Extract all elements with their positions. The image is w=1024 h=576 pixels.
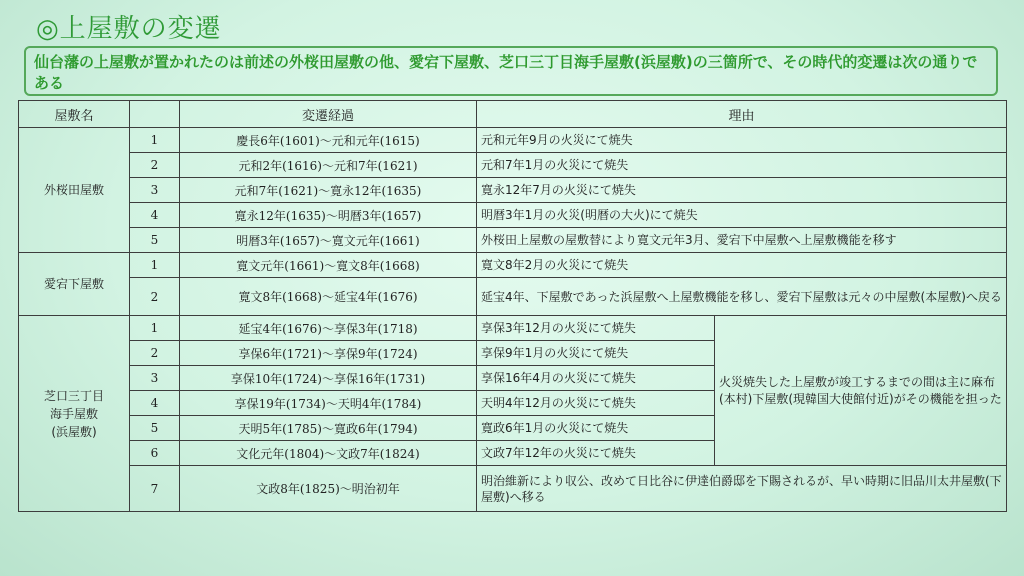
period-cell: 明暦3年(1657)～寛文元年(1661) — [180, 228, 477, 253]
header-name: 屋敷名 — [19, 101, 130, 128]
residence-name-line: 芝口三丁目 — [43, 388, 104, 403]
note-cell: 火災焼失した上屋敷が竣工するまでの間は主に麻布(本村)下屋敷(現韓国大使館付近)がその機能を担った — [715, 316, 1007, 466]
reason-cell: 寛政6年1月の火災にて焼失 — [477, 416, 715, 441]
row-number: 4 — [130, 391, 180, 416]
row-number: 3 — [130, 178, 180, 203]
period-cell: 享保6年(1721)～享保9年(1724) — [180, 341, 477, 366]
table-row — [19, 153, 1007, 178]
period-cell: 元和7年(1621)～寛永12年(1635) — [180, 178, 477, 203]
row-number: 2 — [130, 278, 180, 316]
table-row — [19, 228, 1007, 253]
reason-cell: 寛永12年7月の火災にて焼失 — [477, 178, 1007, 203]
residence-name — [19, 316, 130, 512]
table-row — [19, 466, 1007, 512]
residence-name-line: 海手屋敷 — [49, 406, 98, 421]
row-number: 3 — [130, 366, 180, 391]
header-period: 変遷経過 — [180, 101, 477, 128]
period-cell: 慶長6年(1601)～元和元年(1615) — [180, 128, 477, 153]
reason-cell: 元和元年9月の火災にて焼失 — [477, 128, 1007, 153]
reason-cell: 明治維新により収公、改めて日比谷に伊達伯爵邸を下賜されるが、早い時期に旧品川太井屋敷(下屋敷)へ移る — [477, 466, 1007, 512]
page-title: ◎上屋敷の変遷 — [36, 14, 222, 44]
table-row — [19, 203, 1007, 228]
period-cell: 享保10年(1724)～享保16年(1731) — [180, 366, 477, 391]
reason-cell: 享保3年12月の火災にて焼失 — [477, 316, 715, 341]
reason-cell: 外桜田上屋敷の屋敷替により寛文元年3月、愛宕下中屋敷へ上屋敷機能を移す — [477, 228, 1007, 253]
header-no — [130, 101, 180, 128]
reason-cell: 延宝4年、下屋敷であった浜屋敷へ上屋敷機能を移し、愛宕下屋敷は元々の中屋敷(本屋敷)へ戻る — [477, 278, 1007, 316]
row-number: 7 — [130, 466, 180, 512]
period-cell: 寛永12年(1635)～明暦3年(1657) — [180, 203, 477, 228]
reason-cell: 元和7年1月の火災にて焼失 — [477, 153, 1007, 178]
residence-name-line: (浜屋敷) — [51, 424, 97, 439]
table-row — [19, 316, 1007, 341]
period-cell: 文政8年(1825)～明治初年 — [180, 466, 477, 512]
row-number: 1 — [130, 128, 180, 153]
period-cell: 寛文8年(1668)～延宝4年(1676) — [180, 278, 477, 316]
residence-history-table — [18, 100, 1007, 512]
period-cell: 享保19年(1734)～天明4年(1784) — [180, 391, 477, 416]
period-cell: 寛文元年(1661)～寛文8年(1668) — [180, 253, 477, 278]
row-number: 1 — [130, 316, 180, 341]
residence-name: 愛宕下屋敷 — [19, 253, 130, 316]
row-number: 2 — [130, 341, 180, 366]
table-row — [19, 128, 1007, 153]
intro-text: 仙台藩の上屋敷が置かれたのは前述の外桜田屋敷の他、愛宕下屋敷、芝口三丁目海手屋敷(浜屋敷)の三箇所で、その時代的変遷は次の通りである — [24, 46, 998, 96]
period-cell: 延宝4年(1676)～享保3年(1718) — [180, 316, 477, 341]
header-reason: 理由 — [477, 101, 1007, 128]
table-row — [19, 278, 1007, 316]
row-number: 5 — [130, 228, 180, 253]
reason-cell: 文政7年12年の火災にて焼失 — [477, 441, 715, 466]
reason-cell: 享保9年1月の火災にて焼失 — [477, 341, 715, 366]
reason-cell: 寛文8年2月の火災にて焼失 — [477, 253, 1007, 278]
reason-cell: 享保16年4月の火災にて焼失 — [477, 366, 715, 391]
table-row — [19, 253, 1007, 278]
row-number: 2 — [130, 153, 180, 178]
row-number: 1 — [130, 253, 180, 278]
row-number: 5 — [130, 416, 180, 441]
reason-cell: 天明4年12月の火災にて焼失 — [477, 391, 715, 416]
reason-cell: 明暦3年1月の火災(明暦の大火)にて焼失 — [477, 203, 1007, 228]
row-number: 4 — [130, 203, 180, 228]
table-row — [19, 178, 1007, 203]
period-cell: 天明5年(1785)～寛政6年(1794) — [180, 416, 477, 441]
period-cell: 文化元年(1804)～文政7年(1824) — [180, 441, 477, 466]
residence-name: 外桜田屋敷 — [19, 128, 130, 253]
period-cell: 元和2年(1616)～元和7年(1621) — [180, 153, 477, 178]
row-number: 6 — [130, 441, 180, 466]
